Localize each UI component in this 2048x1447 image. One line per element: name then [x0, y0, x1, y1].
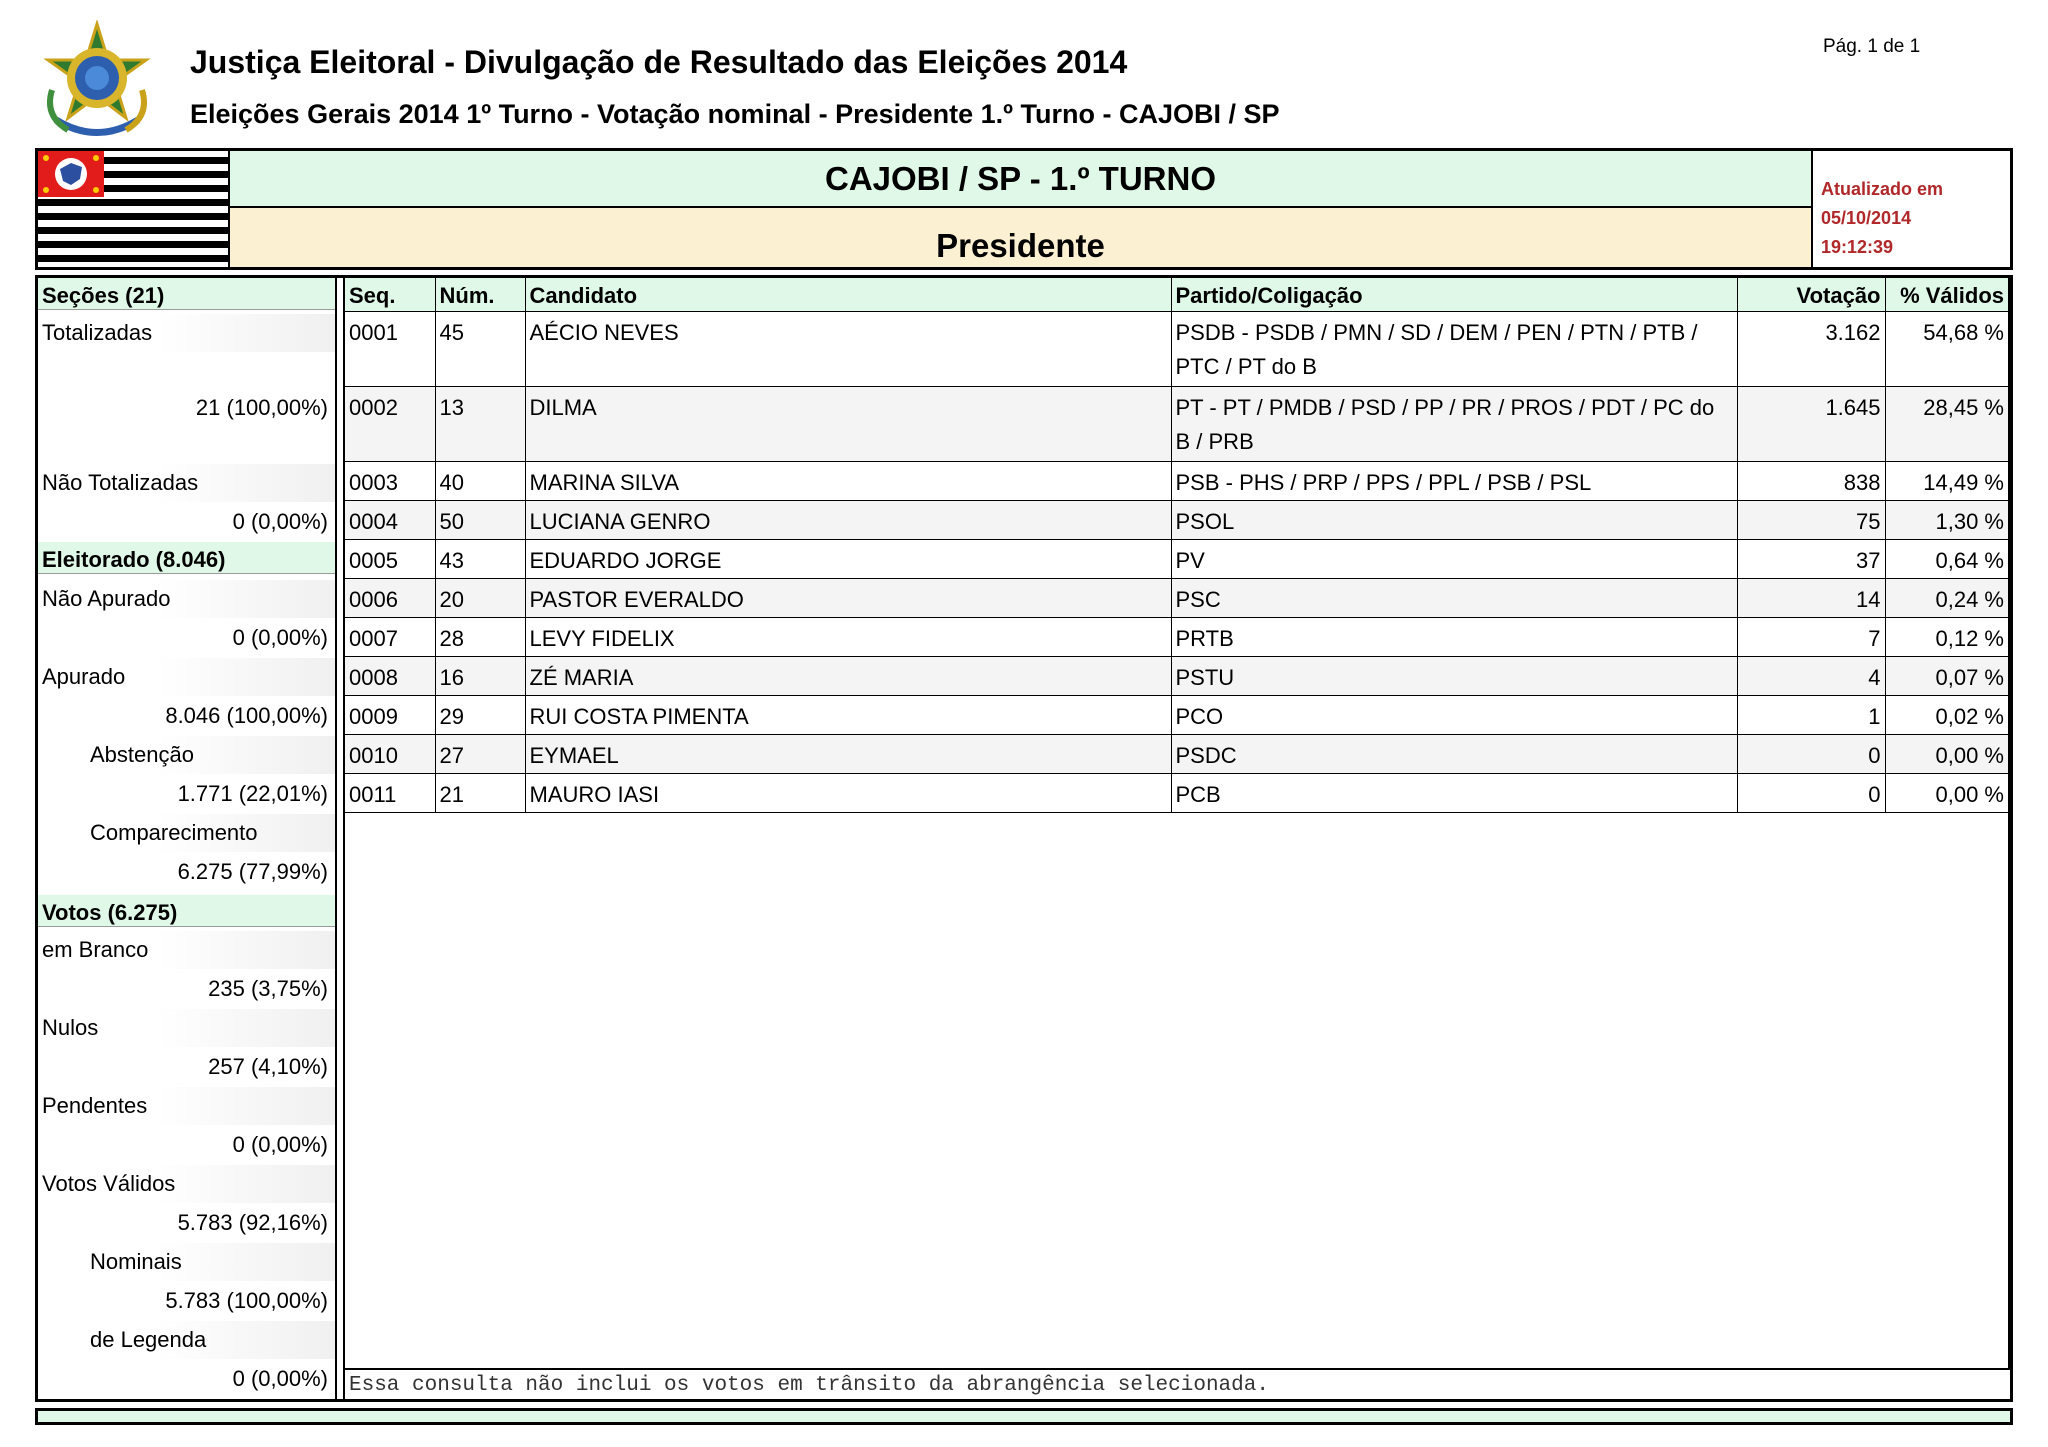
banner-location: CAJOBI / SP - 1.º TURNO — [228, 151, 1811, 208]
cell-votacao: 838 — [1737, 462, 1885, 501]
cell-votacao: 37 — [1737, 540, 1885, 579]
nao-totalizadas-value: 0 (0,00%) — [232, 509, 328, 534]
table-note: Essa consulta não inclui os votos em trânsito da abrangência selecionada. — [345, 1368, 2010, 1399]
cell-validos: 54,68 % — [1885, 312, 2008, 387]
cell-candidato: MAURO IASI — [525, 774, 1171, 813]
sidebar-divider — [335, 278, 345, 1399]
cell-candidato: AÉCIO NEVES — [525, 312, 1171, 387]
cell-validos: 0,24 % — [1885, 579, 2008, 618]
col-seq: Seq. — [345, 278, 435, 312]
cell-votacao: 7 — [1737, 618, 1885, 657]
cell-candidato: PASTOR EVERALDO — [525, 579, 1171, 618]
cell-validos: 14,49 % — [1885, 462, 2008, 501]
nominais-value: 5.783 (100,00%) — [165, 1288, 328, 1313]
candidates-table — [345, 278, 2008, 813]
cell-partido: PSDC — [1171, 735, 1737, 774]
cell-candidato: LEVY FIDELIX — [525, 618, 1171, 657]
cell-votacao: 1 — [1737, 696, 1885, 735]
cell-seq: 0004 — [345, 501, 435, 540]
col-num: Núm. — [435, 278, 525, 312]
summary-sidebar — [38, 278, 336, 1399]
table-row — [345, 735, 2008, 774]
nao-totalizadas-label: Não Totalizadas — [38, 464, 336, 502]
cell-validos: 28,45 % — [1885, 387, 2008, 462]
validos-value: 5.783 (92,16%) — [177, 1210, 328, 1235]
col-candidato: Candidato — [525, 278, 1171, 312]
cell-seq: 0002 — [345, 387, 435, 462]
branco-value: 235 (3,75%) — [208, 976, 328, 1001]
legenda-value: 0 (0,00%) — [232, 1366, 328, 1391]
table-row — [345, 387, 2008, 462]
apurado-label: Apurado — [38, 658, 336, 696]
cell-num: 28 — [435, 618, 525, 657]
cell-candidato: DILMA — [525, 387, 1171, 462]
branco-label: em Branco — [38, 931, 336, 969]
cell-partido: PSOL — [1171, 501, 1737, 540]
cell-partido: PV — [1171, 540, 1737, 579]
pendentes-label: Pendentes — [38, 1087, 336, 1125]
abstencao-value: 1.771 (22,01%) — [177, 781, 328, 806]
cell-candidato: EDUARDO JORGE — [525, 540, 1171, 579]
table-row — [345, 462, 2008, 501]
cell-partido: PSC — [1171, 579, 1737, 618]
pendentes-value: 0 (0,00%) — [232, 1132, 328, 1157]
cell-candidato: MARINA SILVA — [525, 462, 1171, 501]
page-number: Pág. 1 de 1 — [1823, 36, 1921, 57]
totalizadas-value: 21 (100,00%) — [195, 395, 328, 420]
nao-apurado-value: 0 (0,00%) — [232, 625, 328, 650]
nulos-value: 257 (4,10%) — [208, 1054, 328, 1079]
col-validos: % Válidos — [1885, 278, 2008, 312]
candidates-table-wrap — [345, 278, 2010, 1368]
updated-date: 05/10/2014 — [1821, 208, 1912, 228]
page-subtitle: Eleições Gerais 2014 1º Turno - Votação nominal - Presidente 1.º Turno - CAJOBI / SP — [190, 99, 1280, 129]
cell-num: 50 — [435, 501, 525, 540]
cell-candidato: RUI COSTA PIMENTA — [525, 696, 1171, 735]
abstencao-label: Abstenção — [38, 736, 336, 774]
footer-bar — [35, 1408, 2013, 1425]
updated-time: 19:12:39 — [1821, 237, 1894, 257]
cell-votacao: 14 — [1737, 579, 1885, 618]
result-banner — [35, 148, 2013, 270]
cell-num: 45 — [435, 312, 525, 387]
cell-seq: 0011 — [345, 774, 435, 813]
cell-num: 21 — [435, 774, 525, 813]
cell-seq: 0008 — [345, 657, 435, 696]
cell-candidato: ZÉ MARIA — [525, 657, 1171, 696]
cell-seq: 0001 — [345, 312, 435, 387]
brazil-coat-of-arms-icon — [38, 20, 156, 144]
table-row — [345, 696, 2008, 735]
cell-votacao: 4 — [1737, 657, 1885, 696]
nulos-label: Nulos — [38, 1009, 336, 1047]
cell-partido: PSDB - PSDB / PMN / SD / DEM / PEN / PTN / PTB / PTC / PT do B — [1171, 312, 1737, 387]
secoes-header: Seções (21) — [38, 278, 336, 310]
nao-apurado-label: Não Apurado — [38, 580, 336, 618]
cell-validos: 1,30 % — [1885, 501, 2008, 540]
cell-partido: PSTU — [1171, 657, 1737, 696]
results-frame — [35, 275, 2013, 1402]
cell-validos: 0,07 % — [1885, 657, 2008, 696]
cell-seq: 0009 — [345, 696, 435, 735]
table-row — [345, 501, 2008, 540]
cell-votacao: 1.645 — [1737, 387, 1885, 462]
table-row — [345, 774, 2008, 813]
cell-validos: 0,00 % — [1885, 774, 2008, 813]
cell-seq: 0007 — [345, 618, 435, 657]
cell-partido: PCB — [1171, 774, 1737, 813]
cell-seq: 0005 — [345, 540, 435, 579]
cell-votacao: 0 — [1737, 774, 1885, 813]
cell-validos: 0,02 % — [1885, 696, 2008, 735]
table-row — [345, 657, 2008, 696]
updated-label: Atualizado em — [1821, 179, 1944, 199]
cell-num: 40 — [435, 462, 525, 501]
comparecimento-label: Comparecimento — [38, 814, 336, 852]
cell-validos: 0,64 % — [1885, 540, 2008, 579]
table-row — [345, 312, 2008, 387]
apurado-value: 8.046 (100,00%) — [165, 703, 328, 728]
page-title: Justiça Eleitoral - Divulgação de Resultado das Eleições 2014 — [190, 44, 1128, 80]
cell-num: 13 — [435, 387, 525, 462]
banner-office: Presidente — [228, 208, 1811, 267]
legenda-label: de Legenda — [38, 1321, 336, 1359]
cell-num: 43 — [435, 540, 525, 579]
cell-validos: 0,00 % — [1885, 735, 2008, 774]
cell-votacao: 3.162 — [1737, 312, 1885, 387]
cell-validos: 0,12 % — [1885, 618, 2008, 657]
cell-seq: 0003 — [345, 462, 435, 501]
cell-num: 20 — [435, 579, 525, 618]
validos-label: Votos Válidos — [38, 1165, 336, 1203]
totalizadas-label: Totalizadas — [38, 314, 336, 352]
col-votacao: Votação — [1737, 278, 1885, 312]
cell-candidato: LUCIANA GENRO — [525, 501, 1171, 540]
cell-seq: 0006 — [345, 579, 435, 618]
cell-partido: PT - PT / PMDB / PSD / PP / PR / PROS / PDT / PC do B / PRB — [1171, 387, 1737, 462]
table-header-row — [345, 278, 2008, 312]
table-row — [345, 540, 2008, 579]
sao-paulo-flag-icon — [38, 151, 228, 267]
cell-seq: 0010 — [345, 735, 435, 774]
cell-num: 29 — [435, 696, 525, 735]
table-row — [345, 618, 2008, 657]
cell-candidato: EYMAEL — [525, 735, 1171, 774]
eleitorado-header: Eleitorado (8.046) — [38, 542, 336, 574]
cell-votacao: 75 — [1737, 501, 1885, 540]
comparecimento-value: 6.275 (77,99%) — [177, 859, 328, 884]
updated-info — [1811, 151, 2010, 267]
cell-num: 16 — [435, 657, 525, 696]
table-row — [345, 579, 2008, 618]
cell-num: 27 — [435, 735, 525, 774]
votos-header: Votos (6.275) — [38, 895, 336, 927]
nominais-label: Nominais — [38, 1243, 336, 1281]
col-partido: Partido/Coligação — [1171, 278, 1737, 312]
cell-partido: PSB - PHS / PRP / PPS / PPL / PSB / PSL — [1171, 462, 1737, 501]
cell-votacao: 0 — [1737, 735, 1885, 774]
cell-partido: PRTB — [1171, 618, 1737, 657]
cell-partido: PCO — [1171, 696, 1737, 735]
